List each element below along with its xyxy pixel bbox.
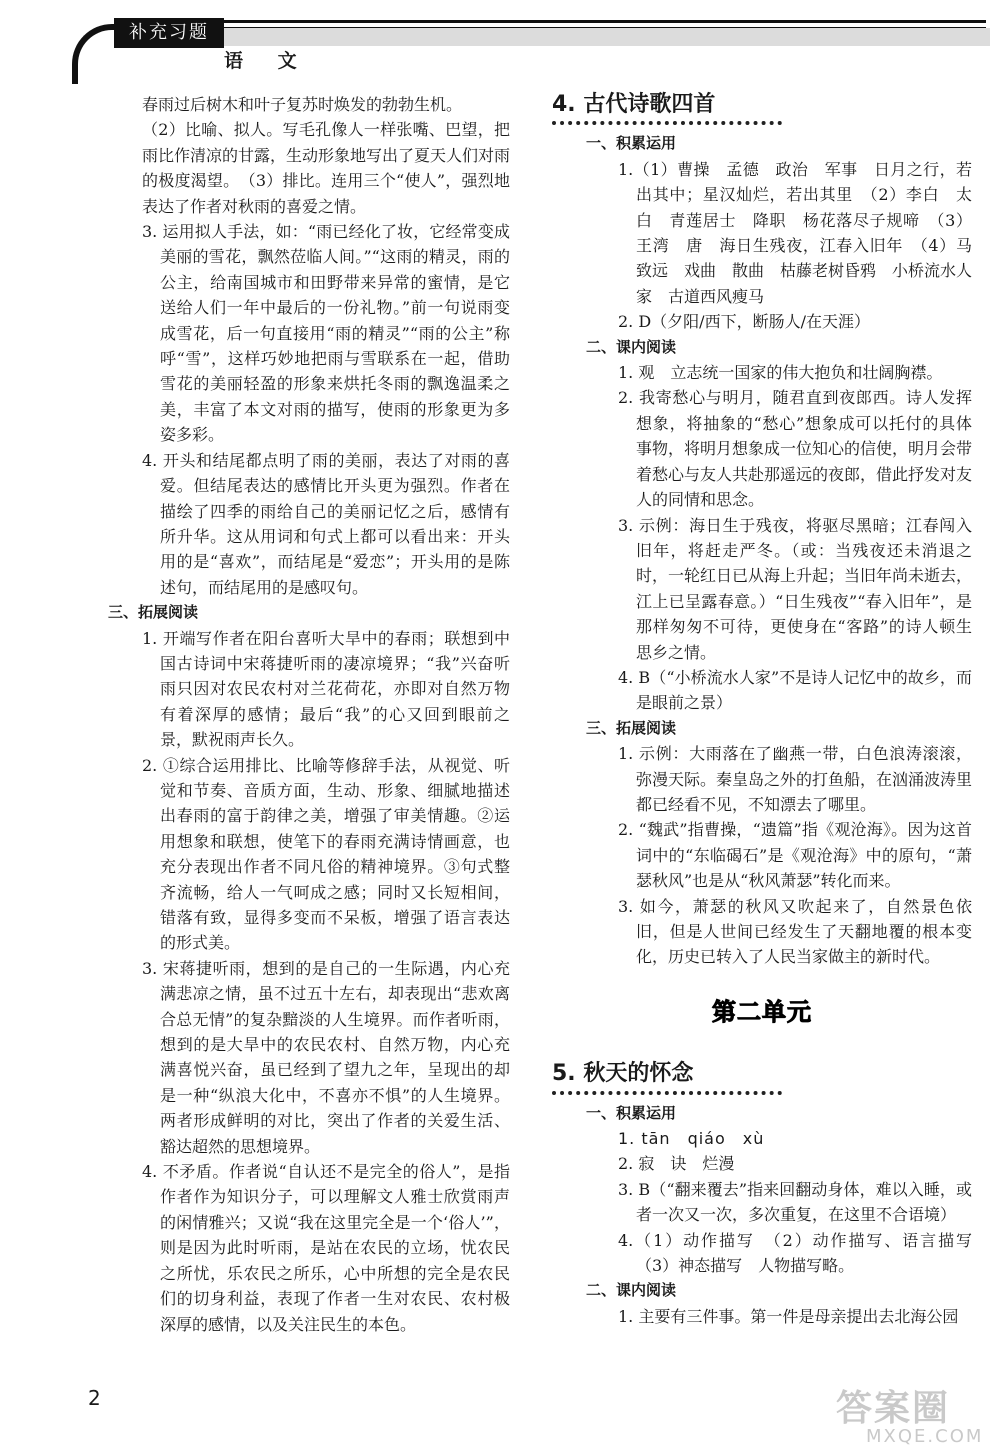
answer-item: 1. 主要有三件事。第一件是母亲提出去北海公园 [618,1306,959,1326]
answer-item: 3. B（“翻来覆去”指来回翻动身体，难以入睡，或者一次又一次，多次重复，在这里不合语境） [618,1179,972,1225]
answer-item: 1. 开端写作者在阳台喜听大旱中的春雨；联想到中国古诗词中宋蒋捷听雨的凄凉境界；“我”兴奋听雨只因对农民农村对兰花荷花，亦即对自然万物有着深厚的感情；最后“我”的心又回到眼前之景，默祝雨声长久。 [142,628,510,750]
lesson-title: 5. 秋天的怀念 [552,1061,782,1094]
section-heading: 一、积累运用 [586,1103,677,1122]
intro-line-1: 春雨过后树木和叶子复苏时焕发的勃勃生机。 [142,95,463,114]
section-heading: 三、拓展阅读 [108,603,199,622]
answer-item: 2. “魏武”指曹操，“遗篇”指《观沧海》。因为这首词中的“东临碣石”是《观沧海》中的原句，“萧瑟秋风”也是从“秋风萧瑟”转化而来。 [618,820,972,891]
header-tab: 补充习题 [114,18,224,48]
answer-item: 1. tān qiáo xù [618,1129,765,1149]
right-column [552,92,989,1329]
left-column [108,92,510,1337]
section-heading: 一、积累运用 [586,134,677,153]
section-heading: 二、课内阅读 [586,337,677,356]
answer-item: 4. 不矛盾。作者说“自认还不是完全的俗人”，是指作者作为知识分子，可以理解文人雅士欣赏雨声的闲情雅兴；又说“我在这里完全是一个‘俗人’”，则是因为此时听雨，是站在农民的立场，忧农民之所忧，乐农民之所乐，心中所想的完全是农民们的切身利益，表现了作者一生对农民、农村极深厚的感情，以及关注民生的本色。 [142,1162,510,1334]
watermark-url: MXQE.COM [866,1426,984,1447]
answer-item: 1. 观 立志统一国家的伟大抱负和壮阔胸襟。 [618,363,943,383]
answer-list [552,741,972,970]
answer-item: 1. 示例：大雨落在了幽燕一带，白色浪涛滚滚，弥漫天际。秦皇岛之外的打鱼船，在汹涌波涛里都已经看不见，不知漂去了哪里。 [618,744,973,814]
section-heading: 二、课内阅读 [586,1281,677,1300]
unit-title: 第二单元 [712,997,812,1026]
page-header [0,0,1000,80]
watermark-text: 答案圈 [836,1388,951,1429]
answer-item: 2. D（夕阳/西下，断肠人/在天涯） [618,312,870,332]
answer-item: 3. 运用拟人手法，如：“雨已经化了妆，它经常变成美丽的雪花，飘然莅临人间。”“这雨的精灵，雨的公主，给南国城市和田野带来异常的蜜情，是它送给人们一年中最后的一份礼物。”前一句说雨变成雪花，后一句直接用“雨的精灵”“雨的公主”称呼“雪”，这样巧妙地把雨与雪联系在一起，借助雪花的美丽轻盈的形象来烘托冬雨的飘逸温柔之美，丰富了本文对雨的描写，使雨的形象更为多姿多彩。 [142,222,510,445]
lesson-title: 4. 古代诗歌四首 [552,92,782,125]
watermark [836,1390,996,1448]
answer-list [552,1126,989,1278]
answer-item: 4. B（“小桥流水人家”不是诗人记忆中的故乡，而是眼前之景） [618,667,972,713]
answer-list [552,1304,972,1329]
answer-item: 3. 如今，萧瑟的秋风又吹起来了，自然景色依旧，但是人世间已经发生了天翻地覆的根本变化，历史已转入了人民当家做主的新时代。 [618,896,972,967]
subject-label: 语 文 [224,50,311,72]
page-number: 2 [88,1386,101,1410]
section-heading: 三、拓展阅读 [586,718,677,737]
answer-item: 2. 寂 诀 烂漫 [618,1154,735,1174]
answer-item: 2. 我寄愁心与明月，随君直到夜郎西。诗人发挥想象，将抽象的“愁心”想象成可以托付的具体事物，将明月想象成一位知心的信使，明月会带着愁心与友人共赴那遥远的夜郎，借此抒发对友人的同情和思念。 [618,388,973,510]
answer-list-a [108,219,510,600]
answer-item: 4. 开头和结尾都点明了雨的美丽，表达了对雨的喜爱。但结尾表达的感情比开头更为强烈。作者在描绘了四季的雨给自己的美丽记忆之后，感情有所升华。这从用词和句式上都可以看出来：开头用的是“喜欢”，而结尾是“爱恋”；开头用的是陈述句，而结尾用的是感叹句。 [142,450,510,597]
answer-list-b [108,626,510,1337]
answer-item: 3. 示例：海日生于残夜，将驱尽黑暗；江春闯入旧年，将赶走严冬。（或：当残夜还未消退之时，一轮红日已从海上升起；当旧年尚未逝去，江上已呈露春意。）“日生残夜”“春入旧年”，是那样匆匆不可待，更使身在“客路”的诗人顿生思乡之情。 [618,515,973,662]
header-shade [220,28,990,46]
answer-item: 2. ①综合运用排比、比喻等修辞手法，从视觉、听觉和节奏、音质方面，生动、形象、细腻地描述出春雨的富于韵律之美，增强了审美情趣。②运用想象和联想，使笔下的春雨充满诗情画意，也充分表现出作者不同凡俗的精神境界。③句式整齐流畅，给人一气呵成之感；同时又长短相间，错落有致，显得多变而不呆板，增强了语言表达的形式美。 [142,755,510,953]
answer-item: 4.（1）动作描写 （2）动作描写、语言描写 （3）神态描写 人物描写略。 [618,1230,989,1276]
intro-line-2: （2）比喻、拟人。写毛孔像人一样张嘴、巴望，把雨比作清凉的甘露，生动形象地写出了夏天人们对雨的极度渴望。 （3）排比。连用三个“使人”，强烈地表达了作者对秋雨的喜爱之情。 [142,120,511,216]
answer-item: 1.（1）曹操 孟德 政治 军事 日月之行，若出其中；星汉灿烂，若出其里 （2）李白 太白 青莲居士 降职 杨花落尽子规啼 （3）王湾 唐 海日生残夜，江春入旧年 （4）马致远 戏曲 散曲 枯藤老树昏鸦 小桥流水人家 古道西风瘦马 [618,159,973,306]
answer-list [552,360,972,716]
answer-list [552,157,972,335]
answer-item: 3. 宋蒋捷听雨，想到的是自己的一生际遇，内心充满悲凉之情，虽不过五十左右，却表现出“悲欢离合总无情”的复杂黯淡的人生境界。而作者听雨，想到的是大旱中的农民农村、自然万物，内心充满喜悦兴奋，虽已经到了望九之年，呈现出的却是一种“纵浪大化中，不喜亦不惧”的人生境界。两者形成鲜明的对比，突出了作者的关爱生活、豁达超然的思想境界。 [142,958,510,1156]
